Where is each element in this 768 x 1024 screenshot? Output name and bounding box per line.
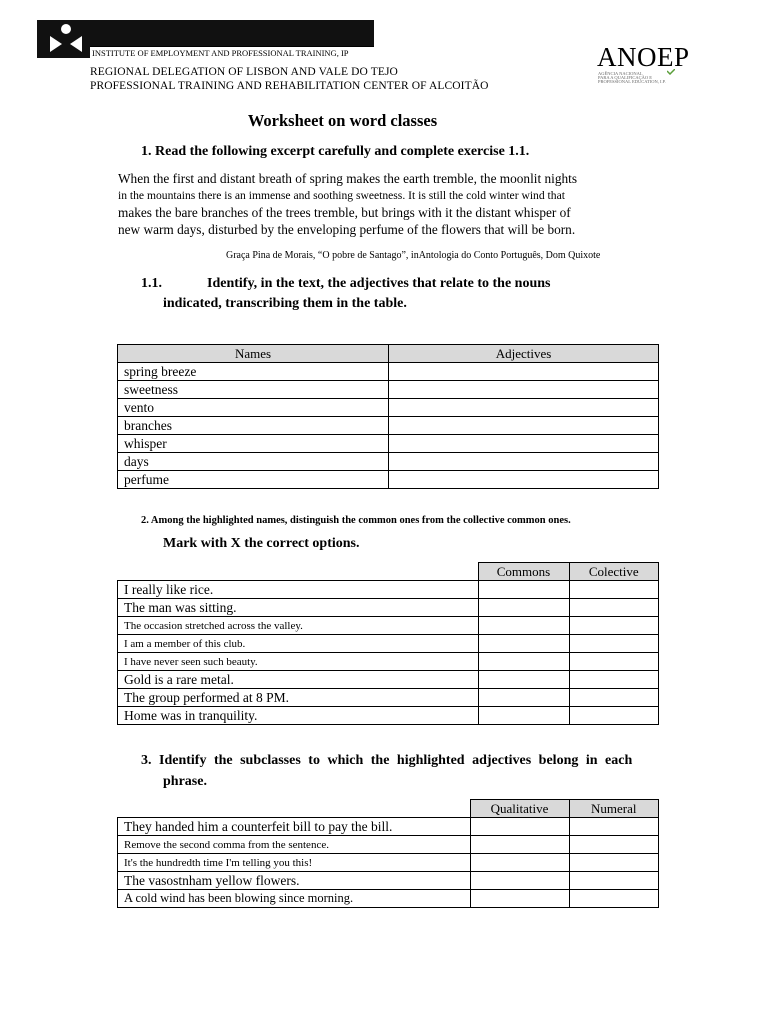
sentence-cell: Gold is a rare metal. xyxy=(118,671,479,689)
noun-cell: perfume xyxy=(118,471,389,489)
commons-mark-cell[interactable] xyxy=(478,599,569,617)
question-3-line-1: 3. Identify the subclasses to which the highlighted adjectives belong in each xyxy=(141,753,633,768)
colective-mark-cell[interactable] xyxy=(569,617,659,635)
checkmark-icon xyxy=(667,69,675,75)
table-row xyxy=(118,381,659,399)
table-row xyxy=(118,453,659,471)
colective-mark-cell[interactable] xyxy=(569,689,659,707)
column-header-commons: Commons xyxy=(478,563,569,581)
table-row xyxy=(118,417,659,435)
table-row xyxy=(118,399,659,417)
question-1-1-line-1: Identify, in the text, the adjectives that relate to the nouns xyxy=(207,276,551,291)
colective-mark-cell[interactable] xyxy=(569,707,659,725)
adjective-answer-cell[interactable] xyxy=(389,435,659,453)
noun-cell: branches xyxy=(118,417,389,435)
phrase-cell: The vasostnham yellow flowers. xyxy=(118,872,471,890)
commons-mark-cell[interactable] xyxy=(478,689,569,707)
table-row xyxy=(118,635,659,653)
noun-cell: whisper xyxy=(118,435,389,453)
colective-mark-cell[interactable] xyxy=(569,653,659,671)
table-row xyxy=(118,707,659,725)
noun-cell: days xyxy=(118,453,389,471)
question-1-1-number: 1.1. xyxy=(141,276,162,291)
commons-mark-cell[interactable] xyxy=(478,581,569,599)
anoep-logo-sub-1: AGÊNCIA NACIONAL xyxy=(598,71,643,76)
table-row xyxy=(118,617,659,635)
table-row xyxy=(118,363,659,381)
common-collective-table xyxy=(117,562,659,725)
nouns-adjectives-table xyxy=(117,344,659,489)
question-2-line-2: Mark with X the correct options. xyxy=(163,536,360,551)
qualitative-mark-cell[interactable] xyxy=(470,872,569,890)
column-header-names: Names xyxy=(118,345,389,363)
sentence-cell: The man was sitting. xyxy=(118,599,479,617)
numeral-mark-cell[interactable] xyxy=(569,818,659,836)
table-row xyxy=(118,818,659,836)
commons-mark-cell[interactable] xyxy=(478,635,569,653)
table-row xyxy=(118,890,659,908)
table-row xyxy=(118,854,659,872)
column-header-colective: Colective xyxy=(569,563,659,581)
commons-mark-cell[interactable] xyxy=(478,653,569,671)
commons-mark-cell[interactable] xyxy=(478,707,569,725)
question-2-line-1: 2. Among the highlighted names, distinguish the common ones from the collective common ones. xyxy=(141,515,571,526)
question-1-1-line-2: indicated, transcribing them in the table. xyxy=(163,296,407,311)
table-row xyxy=(118,471,659,489)
region-line-2: PROFESSIONAL TRAINING AND REHABILITATION CENTER OF ALCOITÃO xyxy=(90,80,489,92)
colective-mark-cell[interactable] xyxy=(569,599,659,617)
adjective-answer-cell[interactable] xyxy=(389,453,659,471)
adjective-answer-cell[interactable] xyxy=(389,381,659,399)
region-line-1: REGIONAL DELEGATION OF LISBON AND VALE DO TEJO xyxy=(90,66,398,78)
anoep-logo-sub-3: PROFESSIONAL EDUCATION, I.P. xyxy=(598,79,666,84)
passage-line: new warm days, disturbed by the enveloping perfume of the flowers that will be born. xyxy=(118,222,576,237)
qualitative-mark-cell[interactable] xyxy=(470,818,569,836)
noun-cell: vento xyxy=(118,399,389,417)
sentence-cell: I have never seen such beauty. xyxy=(118,653,479,671)
table-row xyxy=(118,872,659,890)
question-3-line-2: phrase. xyxy=(163,774,207,789)
column-header-numeral: Numeral xyxy=(569,800,659,818)
adjective-subclass-table xyxy=(117,799,659,908)
adjective-answer-cell[interactable] xyxy=(389,471,659,489)
numeral-mark-cell[interactable] xyxy=(569,890,659,908)
noun-cell: spring breeze xyxy=(118,363,389,381)
excerpt-citation: Graça Pina de Morais, “O pobre de Santago”, inAntologia do Conto Português, Dom Quixote xyxy=(226,250,601,261)
qualitative-mark-cell[interactable] xyxy=(470,890,569,908)
table-row xyxy=(118,435,659,453)
commons-mark-cell[interactable] xyxy=(478,671,569,689)
excerpt-passage xyxy=(118,170,628,238)
sentence-cell: The occasion stretched across the valley. xyxy=(118,617,479,635)
passage-line: makes the bare branches of the trees tremble, but brings with it the distant whisper of xyxy=(118,205,571,220)
sentence-cell: I am a member of this club. xyxy=(118,635,479,653)
phrase-cell: A cold wind has been blowing since morning. xyxy=(118,890,471,908)
qualitative-mark-cell[interactable] xyxy=(470,854,569,872)
question-1-heading: 1. Read the following excerpt carefully and complete exercise 1.1. xyxy=(141,144,530,159)
anoep-logo xyxy=(597,42,690,86)
colective-mark-cell[interactable] xyxy=(569,581,659,599)
numeral-mark-cell[interactable] xyxy=(569,872,659,890)
phrase-cell: It's the hundredth time I'm telling you this! xyxy=(118,854,471,872)
page-title: Worksheet on word classes xyxy=(247,111,438,130)
phrase-cell: They handed him a counterfeit bill to pay the bill. xyxy=(118,818,471,836)
institute-name: INSTITUTE OF EMPLOYMENT AND PROFESSIONAL TRAINING, IP xyxy=(90,46,374,59)
sentence-cell: I really like rice. xyxy=(118,581,479,599)
column-header-adjectives: Adjectives xyxy=(389,345,659,363)
table-row xyxy=(118,599,659,617)
colective-mark-cell[interactable] xyxy=(569,635,659,653)
numeral-mark-cell[interactable] xyxy=(569,854,659,872)
anoep-logo-word: ANOEP xyxy=(597,42,690,72)
sentence-cell: The group performed at 8 PM. xyxy=(118,689,479,707)
noun-cell: sweetness xyxy=(118,381,389,399)
colective-mark-cell[interactable] xyxy=(569,671,659,689)
table-row xyxy=(118,836,659,854)
phrase-cell: Remove the second comma from the sentence. xyxy=(118,836,471,854)
table-row xyxy=(118,689,659,707)
adjective-answer-cell[interactable] xyxy=(389,417,659,435)
numeral-mark-cell[interactable] xyxy=(569,836,659,854)
table-row xyxy=(118,581,659,599)
table-row xyxy=(118,671,659,689)
qualitative-mark-cell[interactable] xyxy=(470,836,569,854)
sentence-cell: Home was in tranquility. xyxy=(118,707,479,725)
passage-line: When the first and distant breath of spring makes the earth tremble, the moonlit nights xyxy=(118,171,577,186)
column-header-qualitative: Qualitative xyxy=(470,800,569,818)
anoep-logo-sub-2: PARA A QUALIFICAÇÃO E xyxy=(598,75,652,80)
iefp-logo-icon xyxy=(46,20,86,58)
commons-mark-cell[interactable] xyxy=(478,617,569,635)
adjective-answer-cell[interactable] xyxy=(389,399,659,417)
adjective-answer-cell[interactable] xyxy=(389,363,659,381)
passage-line: in the mountains there is an immense and soothing sweetness. It is still the cold winter wind that xyxy=(118,189,565,202)
table-row xyxy=(118,653,659,671)
